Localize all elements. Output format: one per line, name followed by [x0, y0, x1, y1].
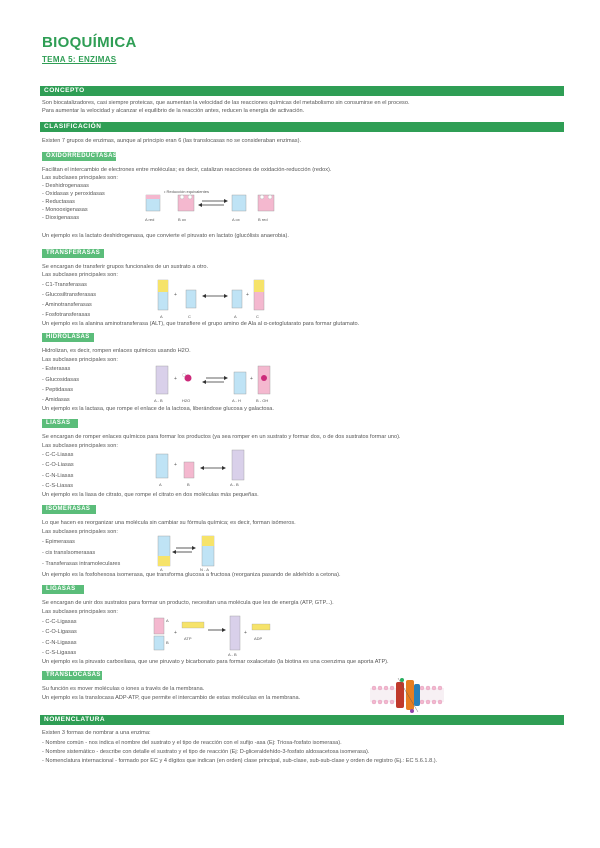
svg-text:+: +	[244, 630, 247, 636]
trans-item: - C1-Transferasas	[42, 282, 87, 288]
transferase-diagram	[150, 276, 280, 320]
transloc-line-1: Su función es mover moléculas o iones a través de la membrana.	[42, 686, 205, 692]
hidro-line-1: Hidrolizan, es decir, rompen enlaces químicos usando H2O.	[42, 348, 191, 354]
hidro-label: A - B	[154, 398, 163, 403]
trans-label: C	[188, 314, 191, 319]
liasas-subclasses-label: Las subclases principales son:	[42, 443, 118, 449]
iso-item: - cis transIsomerasas	[42, 550, 96, 556]
iso-line-1: Lo que hacen es reorganizar una molécula sin cambiar su fórmula química; es decir, forman isómeros.	[42, 520, 296, 526]
ligasas-item: - C-C-Ligasas	[42, 619, 77, 625]
svg-text:+: +	[250, 376, 253, 382]
ligasas-example: Un ejemplo es la piruvato carboxilasa, que une piruvato y bicarbonato para formar oxalacetato (la biotina es una coenzima que aporta ATP).	[42, 659, 389, 665]
subsection-header-ligasas: LIGASAS	[42, 585, 84, 594]
ligasas-subclasses-label: Las subclases principales son:	[42, 609, 118, 615]
oxido-item: - Dioxigenasas	[42, 215, 79, 221]
hidro-example: Un ejemplo es la lactasa, que rompe el enlace de la lactosa, liberándose glucosa y galactosa.	[42, 406, 274, 412]
ligasas-label: ATP	[184, 636, 192, 641]
hidro-label: H2O	[182, 398, 191, 403]
iso-item: - Epimerasas	[42, 539, 75, 545]
iso-example: Un ejemplo es la fosfohexosa isomerasa, que transforma glucosa a fructosa (reorganiza pasando de aldehído a cetona).	[42, 572, 341, 578]
trans-label: C	[256, 314, 259, 319]
membrane-translocase-illustration	[368, 676, 446, 714]
ligasas-item: - C-S-Ligasas	[42, 650, 77, 656]
svg-text:+: +	[174, 376, 177, 382]
page	[42, 34, 558, 64]
iso-label: A	[160, 567, 163, 572]
nomen-item: - Nombre común - nos indica el nombre del sustrato y el tipo de reacción con el sufijo -asa (Ej: Triosa-fosfato isomerasa).	[42, 740, 342, 746]
ligasas-line-1: Se encargan de unir dos sustratos para formar un producto, necesitan una molécula que les de energía (ATP, GTP...).	[42, 600, 334, 606]
redox-label-b-ox: B ox	[178, 217, 187, 222]
redox-legend: • Reducción equivalentes	[164, 189, 209, 194]
trans-subclasses-label: Las subclases principales son:	[42, 272, 118, 278]
oxido-line-1: Facilitan el intercambio de electrones entre moléculas; es decir, catalizan reacciones de oxidación-reducción (redox).	[42, 167, 332, 173]
ligase-diagram	[150, 614, 280, 656]
hidro-subclasses-label: Las subclases principales son:	[42, 357, 118, 363]
liasas-item: - C-C-Liasas	[42, 452, 74, 458]
redox-diagram	[140, 183, 290, 229]
hidro-label: B - OH	[256, 398, 269, 403]
iso-subclasses-label: Las subclases principales son:	[42, 529, 118, 535]
ligasas-item: - C-O-Ligasas	[42, 629, 77, 635]
trans-label: A	[160, 314, 163, 319]
hidro-item: - Amidasas	[42, 397, 70, 403]
iso-item: - Transferasas intramoleculares	[42, 561, 121, 567]
oxido-item: - Monooxigenasas	[42, 207, 88, 213]
nomen-item: - Nombre sistemático - describe con detalle el sustrato y el tipo de reacción (Ej: D-gliceraldehído-3-fosfato aldosacetosa isomerasa).	[42, 749, 370, 755]
liasas-line-1: Se encargan de romper enlaces químicos para formar los productos (ya sea romper en un sustrato y formar dos, o de dos sustratos formar uno).	[42, 434, 401, 440]
oxido-subclasses-label: Las subclases principales son:	[42, 175, 118, 181]
subsection-header-translocasas: TRANSLOCASAS	[42, 671, 102, 680]
liasas-label: A	[159, 482, 162, 487]
nomen-item: - Nomenclatura internacional - formado por EC y 4 dígitos que indican (en orden) clase principal, sub-clase, sub-sub-clase y orden de registro (Ej.: EC 5.6.1.8.).	[42, 758, 438, 764]
oxido-item: - Reductasas	[42, 199, 75, 205]
liasas-item: - C-N-Liasas	[42, 473, 74, 479]
liasas-example: Un ejemplo es la liasa de citrato, que rompe el citrato en dos moléculas más pequeñas.	[42, 492, 259, 498]
svg-text:+: +	[246, 292, 249, 298]
concepto-line-1: Son biocatalizadores, casi siempre proteicas, que aumentan la velocidad de las reacciones químicas del metabolismo sin consumirse en el proceso.	[42, 100, 410, 106]
section-header-nomenclatura: NOMENCLATURA	[40, 715, 564, 725]
trans-line-1: Se encargan de transferir grupos funcionales de un sustrato a otro.	[42, 264, 209, 270]
ligasas-label: B	[166, 640, 169, 645]
oxido-item: - Deshidrogenasas	[42, 183, 89, 189]
ligasas-item: - C-N-Ligasas	[42, 640, 77, 646]
liasas-item: - C-O-Liasas	[42, 462, 74, 468]
nomen-intro: Existen 3 formas de nombrar a una enzima:	[42, 730, 151, 736]
ligasas-label: A	[166, 618, 169, 623]
transloc-example: Un ejemplo es la translocasa ADP-ATP, que permite el intercambio de estas moléculas en la membrana.	[42, 695, 301, 701]
redox-label-a-ox: A ox	[232, 217, 240, 222]
hidro-label: A - H	[232, 398, 241, 403]
redox-label-a-red: A red	[145, 217, 155, 222]
page-title: BIOQUÍMICA	[42, 34, 137, 51]
liasas-label: A - B	[230, 482, 239, 487]
subsection-header-liasas: LIASAS	[42, 419, 78, 428]
liasas-item: - C-S-Liasas	[42, 483, 74, 489]
trans-item: - Aminotransferasas	[42, 302, 92, 308]
subsection-header-oxidorreductasas: OXIDORREDUCTASAS	[42, 152, 116, 161]
section-header-concepto: CONCEPTO	[40, 86, 564, 96]
trans-item: - Fosfotransferasas	[42, 312, 91, 318]
svg-text:+: +	[174, 292, 177, 298]
liasas-label: B	[187, 482, 190, 487]
hidro-item: - Glucosidasas	[42, 377, 79, 383]
concepto-line-2: Para aumentar la velocidad y alcanzar el equilibrio de la reacción antes, reducen la energía de activación.	[42, 108, 305, 114]
hidro-item: - Esterasas	[42, 366, 71, 372]
trans-example: Un ejemplo es la alanina aminotransferasa (ALT), que transfiere el grupo amino de Ala al α-cetoglutarato para formar glutamato.	[42, 321, 360, 327]
redox-label-b-red: B red	[258, 217, 268, 222]
subsection-header-hidrolasas: HIDROLASAS	[42, 333, 94, 342]
oxido-item: - Oxidasas y peroxidasas	[42, 191, 105, 197]
lyase-diagram	[150, 448, 260, 490]
hydrolase-diagram	[150, 360, 280, 404]
trans-label: A	[234, 314, 237, 319]
page-subtitle: TEMA 5: ENZIMAS	[42, 55, 117, 64]
section-header-clasificacion: CLASIFICACIÓN	[40, 122, 564, 132]
oxido-example: Un ejemplo es la lactato deshidrogenasa, que convierte el piruvato en lactato (glucólisis anaerobia).	[42, 233, 289, 239]
clasificacion-intro: Existen 7 grupos de enzimas, aunque al principio eran 6 (las translocasas no se consideraban enzimas).	[42, 138, 302, 144]
isomerase-diagram	[154, 532, 224, 572]
ligasas-label: ADP	[254, 636, 263, 641]
iso-label: N - A	[200, 567, 209, 572]
subsection-header-transferasas: TRANSFERASAS	[42, 249, 104, 258]
hidro-item: - Peptidasas	[42, 387, 74, 393]
trans-item: - Glucosiltransferasas	[42, 292, 97, 298]
ligasas-label: A - B	[228, 652, 237, 656]
svg-text:+: +	[174, 462, 177, 468]
subsection-header-isomerasas: ISOMERASAS	[42, 505, 96, 514]
svg-text:+: +	[174, 630, 177, 636]
